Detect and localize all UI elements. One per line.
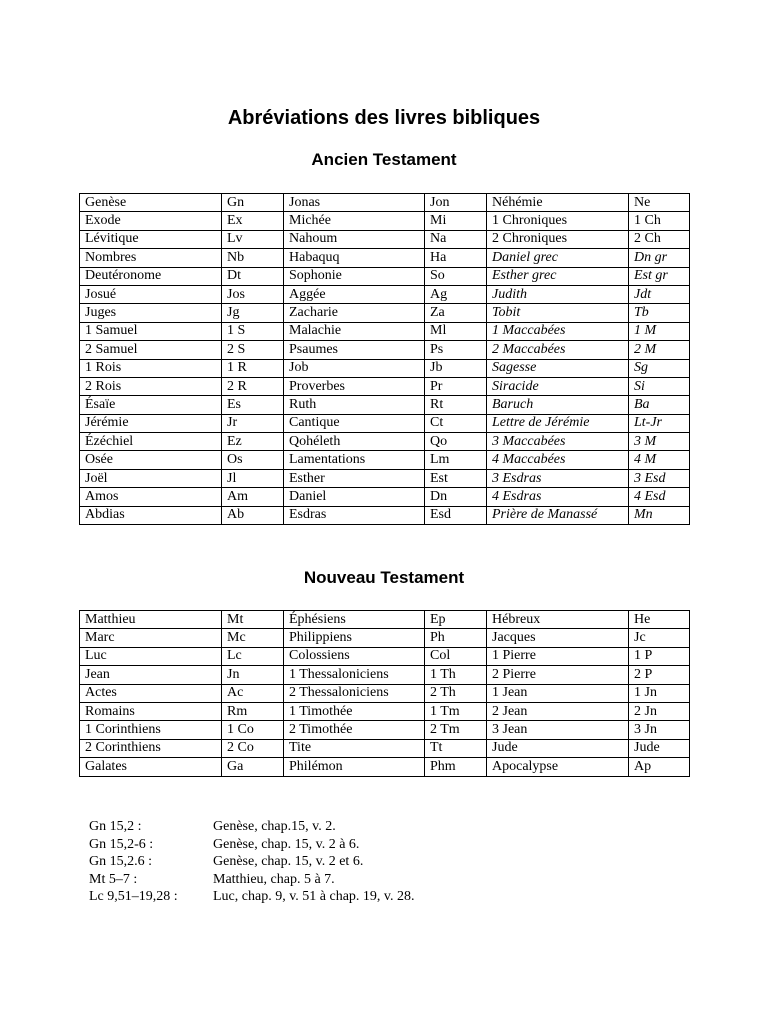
book-name-cell: Daniel grec bbox=[487, 249, 629, 267]
abbreviation-cell: Ha bbox=[425, 249, 487, 267]
book-name-cell: Philippiens bbox=[284, 629, 425, 647]
book-name-cell: 4 Maccabées bbox=[487, 451, 629, 469]
book-name-cell: Esther bbox=[284, 469, 425, 487]
abbreviation-cell: Est bbox=[425, 469, 487, 487]
book-name-cell: Daniel bbox=[284, 488, 425, 506]
example-description: Luc, chap. 9, v. 51 à chap. 19, v. 28. bbox=[213, 889, 415, 905]
table-row bbox=[80, 396, 690, 414]
book-name-cell: 2 Pierre bbox=[487, 666, 629, 684]
abbreviation-cell: Os bbox=[222, 451, 284, 469]
book-name-cell: Genèse bbox=[80, 194, 222, 212]
abbreviation-cell: Ml bbox=[425, 322, 487, 340]
abbreviation-cell: Phm bbox=[425, 758, 487, 776]
book-name-cell: 2 Chroniques bbox=[487, 230, 629, 248]
book-name-cell: Osée bbox=[80, 451, 222, 469]
example-description: Genèse, chap. 15, v. 2 à 6. bbox=[213, 836, 360, 852]
abbreviation-cell: Am bbox=[222, 488, 284, 506]
table-row bbox=[80, 194, 690, 212]
abbreviation-cell: Si bbox=[629, 377, 690, 395]
abbreviation-cell: 2 Co bbox=[222, 739, 284, 757]
book-name-cell: Sophonie bbox=[284, 267, 425, 285]
book-name-cell: Jérémie bbox=[80, 414, 222, 432]
book-name-cell: Judith bbox=[487, 285, 629, 303]
abbreviation-cell: Ct bbox=[425, 414, 487, 432]
abbreviation-cell: Est gr bbox=[629, 267, 690, 285]
book-name-cell: 4 Esdras bbox=[487, 488, 629, 506]
abbreviation-cell: Jb bbox=[425, 359, 487, 377]
book-name-cell: 1 Rois bbox=[80, 359, 222, 377]
abbreviation-cell: Jg bbox=[222, 304, 284, 322]
abbreviation-cell: So bbox=[425, 267, 487, 285]
book-name-cell: Jean bbox=[80, 666, 222, 684]
table-row bbox=[80, 647, 690, 665]
table-row bbox=[80, 249, 690, 267]
abbreviation-cell: Ag bbox=[425, 285, 487, 303]
book-name-cell: Abdias bbox=[80, 506, 222, 524]
abbreviation-cell: 2 R bbox=[222, 377, 284, 395]
page-title: Abréviations des livres bibliques bbox=[227, 107, 541, 129]
abbreviation-cell: Ga bbox=[222, 758, 284, 776]
book-name-cell: 2 Corinthiens bbox=[80, 739, 222, 757]
abbreviation-cell: Tb bbox=[629, 304, 690, 322]
table-row bbox=[80, 230, 690, 248]
book-name-cell: 1 Thessaloniciens bbox=[284, 666, 425, 684]
book-name-cell: 1 Samuel bbox=[80, 322, 222, 340]
book-name-cell: Luc bbox=[80, 647, 222, 665]
abbreviation-cell: Jon bbox=[425, 194, 487, 212]
book-name-cell: 1 Pierre bbox=[487, 647, 629, 665]
book-name-cell: Malachie bbox=[284, 322, 425, 340]
table-row bbox=[80, 629, 690, 647]
table-row bbox=[80, 469, 690, 487]
nouveau-testament-table bbox=[79, 610, 690, 777]
example-reference: Lc 9,51–19,28 : bbox=[89, 889, 178, 905]
table-row bbox=[80, 739, 690, 757]
abbreviation-cell: 4 Esd bbox=[629, 488, 690, 506]
abbreviation-cell: Sg bbox=[629, 359, 690, 377]
abbreviation-cell: Col bbox=[425, 647, 487, 665]
table-row bbox=[80, 721, 690, 739]
book-name-cell: Siracide bbox=[487, 377, 629, 395]
book-name-cell: Habaquq bbox=[284, 249, 425, 267]
abbreviation-cell: 2 Ch bbox=[629, 230, 690, 248]
book-name-cell: Jonas bbox=[284, 194, 425, 212]
abbreviation-cell: 1 Tm bbox=[425, 702, 487, 720]
abbreviation-cell: 3 M bbox=[629, 433, 690, 451]
book-name-cell: 3 Jean bbox=[487, 721, 629, 739]
abbreviation-cell: He bbox=[629, 611, 690, 629]
abbreviation-cell: 3 Jn bbox=[629, 721, 690, 739]
ancien-testament-table bbox=[79, 193, 690, 525]
book-name-cell: Michée bbox=[284, 212, 425, 230]
book-name-cell: Sagesse bbox=[487, 359, 629, 377]
table-row bbox=[80, 322, 690, 340]
book-name-cell: Joël bbox=[80, 469, 222, 487]
book-name-cell: 1 Corinthiens bbox=[80, 721, 222, 739]
example-reference: Gn 15,2-6 : bbox=[89, 836, 154, 852]
book-name-cell: 1 Chroniques bbox=[487, 212, 629, 230]
example-description: Genèse, chap. 15, v. 2 et 6. bbox=[213, 854, 364, 870]
book-name-cell: 2 Jean bbox=[487, 702, 629, 720]
book-name-cell: Éphésiens bbox=[284, 611, 425, 629]
book-name-cell: Aggée bbox=[284, 285, 425, 303]
abbreviation-cell: 1 Th bbox=[425, 666, 487, 684]
abbreviation-cell: Dn bbox=[425, 488, 487, 506]
table-row bbox=[80, 212, 690, 230]
book-name-cell: Baruch bbox=[487, 396, 629, 414]
table-row bbox=[80, 451, 690, 469]
book-name-cell: 1 Timothée bbox=[284, 702, 425, 720]
book-name-cell: 1 Maccabées bbox=[487, 322, 629, 340]
abbreviation-cell: Jos bbox=[222, 285, 284, 303]
book-name-cell: Apocalypse bbox=[487, 758, 629, 776]
abbreviation-cell: Jn bbox=[222, 666, 284, 684]
abbreviation-cell: Rm bbox=[222, 702, 284, 720]
table-row bbox=[80, 285, 690, 303]
book-name-cell: 3 Maccabées bbox=[487, 433, 629, 451]
book-name-cell: Exode bbox=[80, 212, 222, 230]
book-name-cell: Philémon bbox=[284, 758, 425, 776]
example-line bbox=[89, 818, 415, 836]
abbreviation-cell: 1 Ch bbox=[629, 212, 690, 230]
book-name-cell: Marc bbox=[80, 629, 222, 647]
abbreviation-cell: Mt bbox=[222, 611, 284, 629]
book-name-cell: Josué bbox=[80, 285, 222, 303]
table-row bbox=[80, 758, 690, 776]
abbreviation-cell: 2 Tm bbox=[425, 721, 487, 739]
book-name-cell: Zacharie bbox=[284, 304, 425, 322]
abbreviation-cell: Es bbox=[222, 396, 284, 414]
abbreviation-cell: Jc bbox=[629, 629, 690, 647]
abbreviation-cell: 2 P bbox=[629, 666, 690, 684]
book-name-cell: Matthieu bbox=[80, 611, 222, 629]
book-name-cell: Ruth bbox=[284, 396, 425, 414]
abbreviation-cell: Ph bbox=[425, 629, 487, 647]
abbreviation-cell: 2 Jn bbox=[629, 702, 690, 720]
table-row bbox=[80, 304, 690, 322]
book-name-cell: Cantique bbox=[284, 414, 425, 432]
abbreviation-cell: Dt bbox=[222, 267, 284, 285]
abbreviation-cell: 2 Th bbox=[425, 684, 487, 702]
abbreviation-cell: Mc bbox=[222, 629, 284, 647]
book-name-cell: Colossiens bbox=[284, 647, 425, 665]
abbreviation-cell: Ex bbox=[222, 212, 284, 230]
book-name-cell: Galates bbox=[80, 758, 222, 776]
abbreviation-cell: Jdt bbox=[629, 285, 690, 303]
abbreviation-cell: Ne bbox=[629, 194, 690, 212]
book-name-cell: Jacques bbox=[487, 629, 629, 647]
table-row bbox=[80, 488, 690, 506]
book-name-cell: Nombres bbox=[80, 249, 222, 267]
book-name-cell: Nahoum bbox=[284, 230, 425, 248]
abbreviation-cell: Rt bbox=[425, 396, 487, 414]
abbreviation-cell: Ep bbox=[425, 611, 487, 629]
book-name-cell: Juges bbox=[80, 304, 222, 322]
abbreviation-cell: Pr bbox=[425, 377, 487, 395]
example-line bbox=[89, 871, 415, 889]
abbreviation-cell: 1 Jn bbox=[629, 684, 690, 702]
book-name-cell: Jude bbox=[487, 739, 629, 757]
book-name-cell: 2 Samuel bbox=[80, 341, 222, 359]
book-name-cell: Tite bbox=[284, 739, 425, 757]
book-name-cell: Ésaïe bbox=[80, 396, 222, 414]
table-row bbox=[80, 506, 690, 524]
abbreviation-cell: Jude bbox=[629, 739, 690, 757]
table-row bbox=[80, 702, 690, 720]
abbreviation-cell: 1 S bbox=[222, 322, 284, 340]
example-reference: Gn 15,2 : bbox=[89, 819, 142, 834]
table-row bbox=[80, 414, 690, 432]
nouveau-testament-heading: Nouveau Testament bbox=[303, 568, 465, 587]
abbreviation-cell: 1 Co bbox=[222, 721, 284, 739]
abbreviation-cell: Jr bbox=[222, 414, 284, 432]
book-name-cell: Deutéronome bbox=[80, 267, 222, 285]
book-name-cell: Ézéchiel bbox=[80, 433, 222, 451]
book-name-cell: Esther grec bbox=[487, 267, 629, 285]
abbreviation-cell: Tt bbox=[425, 739, 487, 757]
ancien-testament-heading: Ancien Testament bbox=[311, 150, 457, 169]
book-name-cell: Proverbes bbox=[284, 377, 425, 395]
abbreviation-cell: Na bbox=[425, 230, 487, 248]
book-name-cell: Psaumes bbox=[284, 341, 425, 359]
abbreviation-cell: Mi bbox=[425, 212, 487, 230]
book-name-cell: Lamentations bbox=[284, 451, 425, 469]
abbreviation-cell: Lt-Jr bbox=[629, 414, 690, 432]
table-row bbox=[80, 359, 690, 377]
abbreviation-cell: Ps bbox=[425, 341, 487, 359]
book-name-cell: 2 Maccabées bbox=[487, 341, 629, 359]
abbreviation-cell: Dn gr bbox=[629, 249, 690, 267]
table-row bbox=[80, 433, 690, 451]
abbreviation-cell: Ac bbox=[222, 684, 284, 702]
example-reference: Gn 15,2.6 : bbox=[89, 854, 152, 870]
book-name-cell: 2 Rois bbox=[80, 377, 222, 395]
abbreviation-cell: Esd bbox=[425, 506, 487, 524]
abbreviation-cell: Ap bbox=[629, 758, 690, 776]
abbreviation-cell: Nb bbox=[222, 249, 284, 267]
book-name-cell: 3 Esdras bbox=[487, 469, 629, 487]
table-row bbox=[80, 377, 690, 395]
abbreviation-cell: Za bbox=[425, 304, 487, 322]
example-line bbox=[89, 836, 415, 854]
book-name-cell: 2 Timothée bbox=[284, 721, 425, 739]
abbreviation-cell: Jl bbox=[222, 469, 284, 487]
abbreviation-cell: Lc bbox=[222, 647, 284, 665]
example-line bbox=[89, 888, 415, 906]
abbreviation-cell: Ba bbox=[629, 396, 690, 414]
abbreviation-cell: Mn bbox=[629, 506, 690, 524]
abbreviation-cell: 1 M bbox=[629, 322, 690, 340]
book-name-cell: Amos bbox=[80, 488, 222, 506]
table-row bbox=[80, 611, 690, 629]
example-reference: Mt 5–7 : bbox=[89, 871, 138, 887]
table-row bbox=[80, 684, 690, 702]
table-row bbox=[80, 267, 690, 285]
abbreviation-cell: Lm bbox=[425, 451, 487, 469]
example-description: Genèse, chap.15, v. 2. bbox=[213, 819, 336, 834]
abbreviation-cell: 2 S bbox=[222, 341, 284, 359]
book-name-cell: Hébreux bbox=[487, 611, 629, 629]
example-description: Matthieu, chap. 5 à 7. bbox=[213, 871, 335, 887]
book-name-cell: Romains bbox=[80, 702, 222, 720]
abbreviation-cell: Qo bbox=[425, 433, 487, 451]
book-name-cell: Qohéleth bbox=[284, 433, 425, 451]
abbreviation-cell: Lv bbox=[222, 230, 284, 248]
abbreviation-cell: 1 P bbox=[629, 647, 690, 665]
reference-examples bbox=[89, 818, 415, 906]
book-name-cell: 1 Jean bbox=[487, 684, 629, 702]
abbreviation-cell: 2 M bbox=[629, 341, 690, 359]
abbreviation-cell: 1 R bbox=[222, 359, 284, 377]
abbreviation-cell: Ab bbox=[222, 506, 284, 524]
book-name-cell: Esdras bbox=[284, 506, 425, 524]
book-name-cell: Prière de Manassé bbox=[487, 506, 629, 524]
abbreviation-cell: 4 M bbox=[629, 451, 690, 469]
book-name-cell: Actes bbox=[80, 684, 222, 702]
example-line bbox=[89, 853, 415, 871]
book-name-cell: 2 Thessaloniciens bbox=[284, 684, 425, 702]
book-name-cell: Néhémie bbox=[487, 194, 629, 212]
abbreviation-cell: Ez bbox=[222, 433, 284, 451]
book-name-cell: Lévitique bbox=[80, 230, 222, 248]
book-name-cell: Job bbox=[284, 359, 425, 377]
table-row bbox=[80, 666, 690, 684]
abbreviation-cell: 3 Esd bbox=[629, 469, 690, 487]
book-name-cell: Lettre de Jérémie bbox=[487, 414, 629, 432]
book-name-cell: Tobit bbox=[487, 304, 629, 322]
table-row bbox=[80, 341, 690, 359]
abbreviation-cell: Gn bbox=[222, 194, 284, 212]
